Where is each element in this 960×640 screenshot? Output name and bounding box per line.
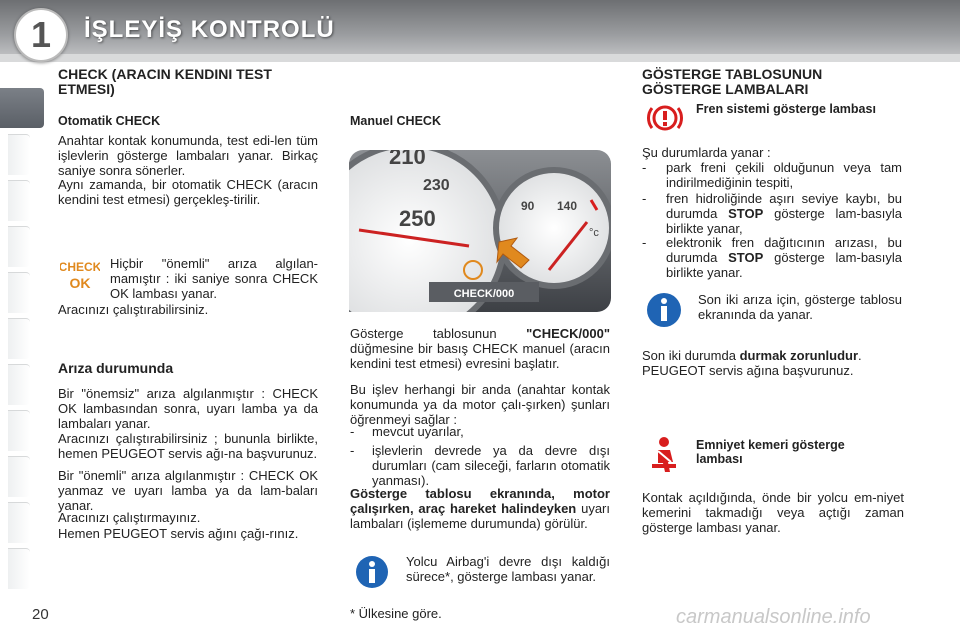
tab-chapter-3[interactable] — [8, 180, 30, 221]
watermark-url[interactable]: carmanualsonline.info — [676, 606, 871, 628]
temp-label-140: 140 — [557, 199, 578, 213]
manual-check-para-2: Bu işlev herhangi bir anda (anahtar kontak konumunda ya da motor çalı-şırken) şunları öğrenmeyi sağlar : — [350, 382, 610, 427]
auto-check-para-2: Aynı zamanda, bir otomatik CHECK (aracın kendini test etmesi) gerçekleş-tirilir. — [58, 177, 318, 207]
stop-required-text: Son iki durumda durmak zorunludur. PEUGEOT servis ağına başvurunuz. — [642, 348, 862, 378]
manual-check-para-3: Gösterge tablosu ekranında, motor çalışırken, araç hareket halindeyken uyarı lambaları (işlememe durumunda) görülür. — [350, 486, 610, 531]
brake-item-2: fren hidroliğinde aşırı seviye kaybı, bu durumda STOP gösterge lam-basıyla birlikte yanar, — [666, 191, 903, 236]
speed-label-210: 210 — [389, 150, 426, 169]
tab-chapter-11[interactable] — [8, 548, 30, 589]
footnote: * Ülkesine göre. — [350, 606, 442, 621]
speed-label-230: 230 — [423, 177, 450, 194]
tab-chapter-5[interactable] — [8, 272, 30, 313]
seatbelt-icon — [646, 436, 682, 476]
tab-chapter-1[interactable] — [0, 88, 44, 128]
ok-icon-text: OK — [69, 275, 91, 291]
instrument-cluster-image — [349, 150, 611, 312]
tab-chapter-10[interactable] — [8, 502, 30, 543]
chapter-tabs — [0, 64, 34, 584]
check-icon-text: CHECK — [60, 260, 100, 274]
speed-label-250: 250 — [399, 206, 436, 231]
check-ok-note: Hiçbir "önemli" arıza algılan-mamıştır : iki saniye sonra CHECK OK lambası yanar. — [110, 256, 318, 301]
check-ok-icon — [60, 256, 100, 292]
seatbelt-text: Kontak açıldığında, önde bir yolcu em-niyet kemerini takmadığı veya açtığı zaman gösterge lambası yanar. — [642, 490, 904, 535]
manual-check-para-1: Gösterge tablosunun "CHECK/000" düğmesine bir basış CHECK manuel (aracın kendini test etmesi) evresini başlatır. — [350, 326, 610, 371]
tab-chapter-2[interactable] — [8, 134, 30, 175]
manual-check-item-2: işlevlerin devrede ya da devre dışı durumları (cam sileceği, farların otomatik yanması). — [372, 443, 610, 488]
info-icon — [646, 292, 682, 328]
info-icon — [355, 555, 389, 589]
warning-lamps-heading: GÖSTERGE TABLOSUNUN GÖSTERGE LAMBALARI — [642, 66, 823, 97]
brake-warning-icon — [645, 100, 685, 136]
tab-chapter-4[interactable] — [8, 226, 30, 267]
page-number: 20 — [32, 606, 49, 623]
fault-para-4: Aracınızı çalıştırmayınız. — [58, 510, 201, 525]
auto-check-subheading: Otomatik CHECK — [58, 114, 161, 128]
header-divider — [0, 54, 960, 62]
fault-subheading: Arıza durumunda — [58, 360, 174, 376]
chapter-number: 1 — [14, 8, 68, 62]
brake-item-3: elektronik fren dağıtıcının arızası, bu durumda STOP gösterge lam-basıyla birlikte yanar. — [666, 235, 903, 280]
can-start-text: Aracınızı çalıştırabilirsiniz. — [58, 302, 209, 317]
tab-chapter-9[interactable] — [8, 456, 30, 497]
tab-chapter-6[interactable] — [8, 318, 30, 359]
fault-para-3: Bir "önemli" arıza algılanmıştır : CHECK OK yanmaz ve uyarı lamba ya da lam-baları yanar. — [58, 468, 318, 513]
manual-check-subheading: Manuel CHECK — [350, 114, 441, 128]
auto-check-para-1: Anahtar kontak konumunda, test edi-len tüm işlevlerin gösterge lambaları yanar. Birkaç saniye sonra sönerler. — [58, 133, 318, 178]
fault-para-1: Bir "önemsiz" arıza algılanmıştır : CHECK OK lambasından sonra, uyarı lamba ya da lambaları yanar. — [58, 386, 318, 431]
display-info-note: Son iki arıza için, gösterge tablosu ekranında da yanar. — [698, 292, 902, 322]
tab-chapter-7[interactable] — [8, 364, 30, 405]
fault-para-5: Hemen PEUGEOT servis ağını çağı-rınız. — [58, 526, 299, 541]
fault-para-2: Aracınızı çalıştırabilirsiniz ; bununla birlikte, hemen PEUGEOT servis ağı-na başvurunuz. — [58, 431, 318, 461]
temp-label-90: 90 — [521, 199, 535, 213]
temp-unit: °c — [589, 227, 599, 239]
chapter-title: İŞLEYİŞ KONTROLÜ — [84, 16, 335, 43]
check-000-button-label: CHECK/000 — [453, 288, 515, 300]
brake-item-1: park freni çekili olduğunun veya tam indirilmediğinin tespiti, — [666, 160, 902, 190]
manual-check-item-1: mevcut uyarılar, — [372, 424, 464, 439]
seatbelt-lamp-title: Emniyet kemeri gösterge lambası — [696, 438, 845, 466]
check-heading: CHECK (ARACIN KENDINI TEST ETMESI) — [58, 66, 272, 97]
brake-intro: Şu durumlarda yanar : — [642, 145, 771, 160]
brake-lamp-title: Fren sistemi gösterge lambası — [696, 102, 876, 116]
airbag-info-note: Yolcu Airbag'i devre dışı kaldığı sürece*, gösterge lambası yanar. — [406, 554, 610, 584]
tab-chapter-8[interactable] — [8, 410, 30, 451]
